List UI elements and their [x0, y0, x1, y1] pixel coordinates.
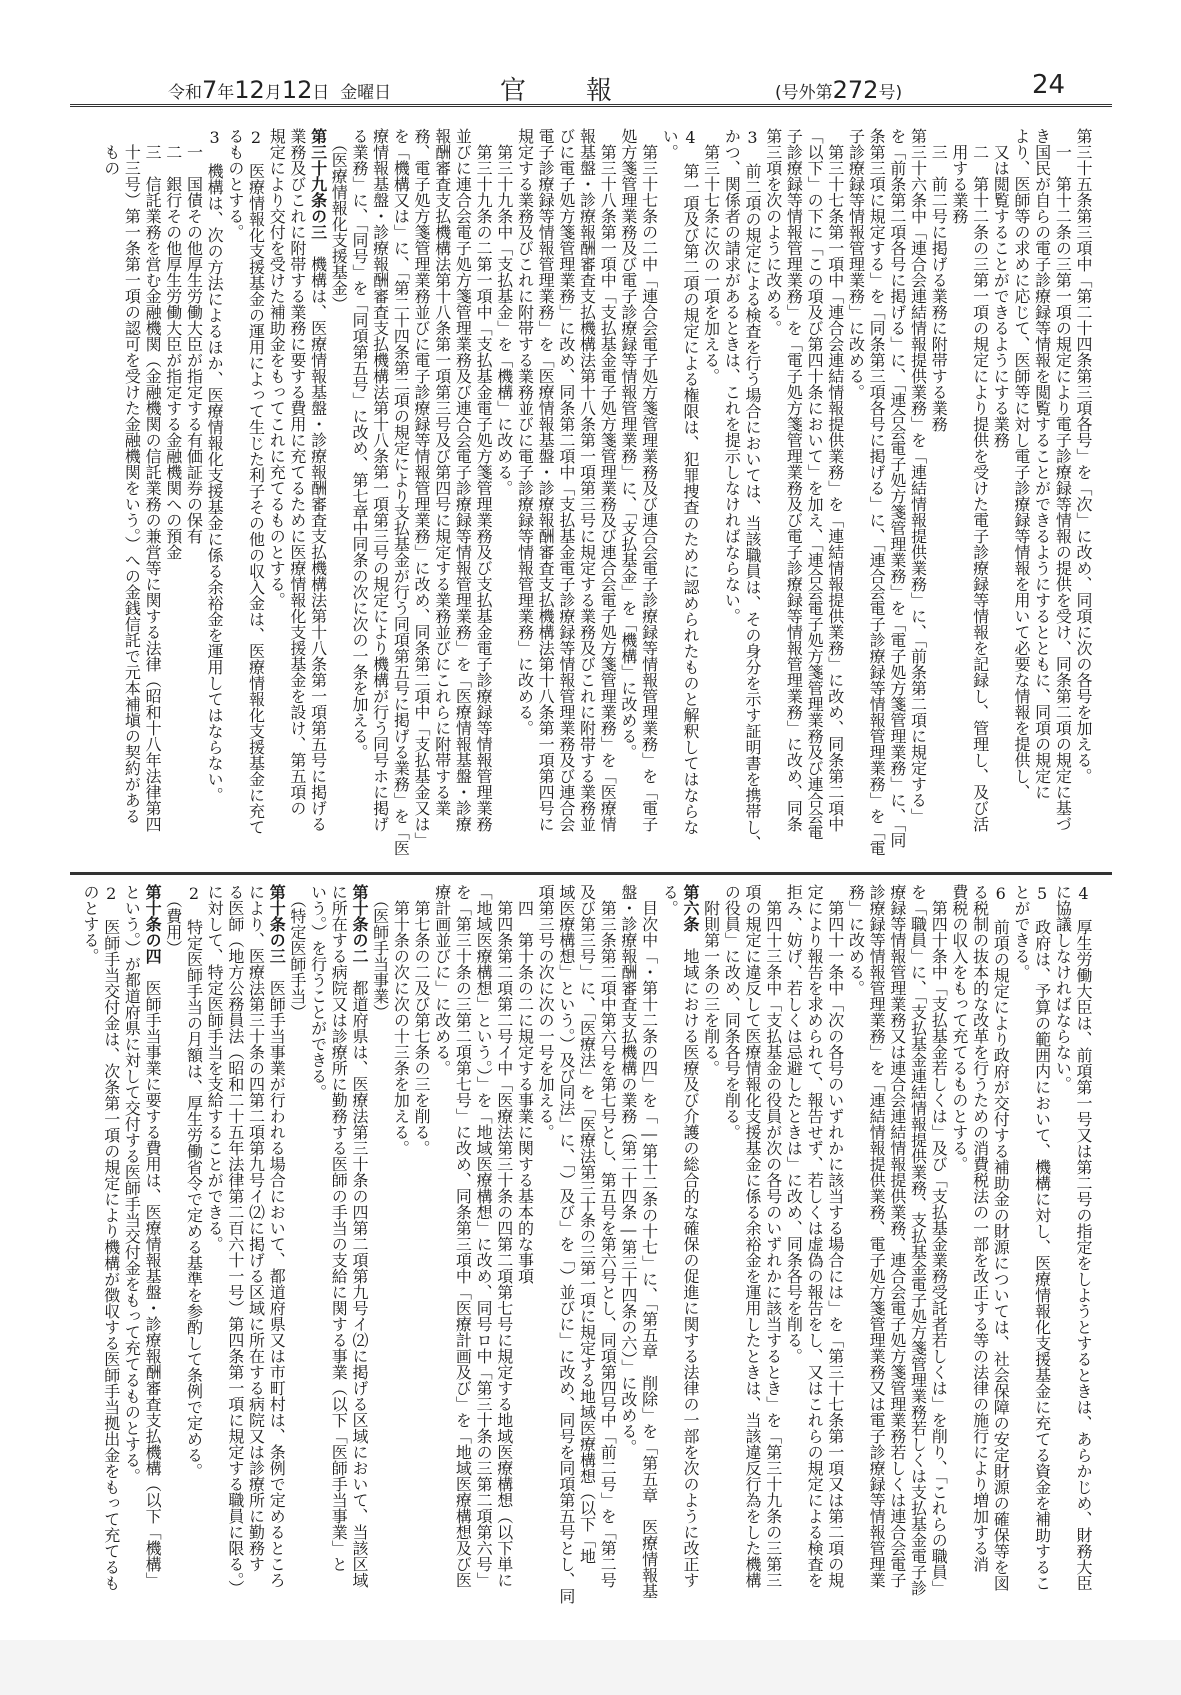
line-text: 療計画並びに」に改める。	[432, 884, 452, 1076]
line-text: 第三項を次のように改める。	[763, 128, 783, 336]
line-text: 第三十七条に次の一項を加える。	[701, 128, 721, 384]
issue-number-value: 272	[832, 76, 879, 104]
text-line	[286, 884, 307, 1629]
text-line	[638, 128, 659, 863]
text-line	[803, 884, 824, 1629]
line-text: 第三十五条第三項中「第二十四条第三項各号」を「次」に改め、同項に次の各号を加える。	[1074, 128, 1093, 784]
line-text: 第四十三条中「支払基金の役員が次の各号のいずれかに該当するとき」を「第三十九条の三第三	[763, 884, 783, 1588]
text-line	[886, 128, 907, 863]
text-line	[534, 128, 555, 863]
date-day: 12	[281, 76, 313, 104]
text-line	[266, 884, 287, 1629]
line-text: 「地域医療構想」という。）」を「地域医療構想」に改め、同号ロ中「第三十条の三第二項第六号」	[474, 884, 494, 1588]
line-text: 費税の収入をもって充てるものとする。	[949, 884, 969, 1172]
line-text: 第四十条中「支払基金若しくは」及び「支払基金業務受託者若しくは」を削り、「これらの職員」	[929, 884, 949, 1596]
text-line	[617, 884, 638, 1629]
line-text: る税制の抜本的な改革を行うための消費税法の一部を改正する等の法律の施行により増加する消	[970, 884, 990, 1572]
text-line	[865, 128, 886, 863]
line-text: る。	[660, 884, 680, 916]
line-text: 第三十六条中「連合会連結情報提供業務」を「連結情報提供業務」に、「前条第二項に規定する」	[908, 128, 928, 824]
line-text: 報基盤・診療報酬審査支払機構法第十八条第一項第三号に規定する業務及びこれに附帯する業務並	[577, 128, 597, 832]
text-line	[141, 128, 162, 863]
line-text: 拒み、妨げ、若しくは忌避したときは」に改め、同条各号を削る。	[784, 884, 804, 1364]
line-text: とができる。	[1011, 884, 1031, 980]
text-line	[886, 884, 907, 1629]
text-line	[597, 884, 618, 1629]
text-line	[224, 884, 245, 1629]
line-text: 6 前項の規定により政府が交付する補助金の財源については、社会保障の安定財源の確保等を図	[991, 884, 1011, 1591]
line-text: 療情報基盤・診療報酬審査支払機構法第十八条第一項第三号の規定により機構が行う同号ホに掲げ	[370, 128, 390, 832]
line-text: 処方箋管理業務及び電子診療録等情報管理業務」に、「支払基金」を「機構」に改める。	[618, 128, 638, 760]
text-line	[348, 128, 369, 863]
text-line	[617, 128, 638, 863]
text-line	[121, 128, 142, 863]
line-text: の役員」に改め、同条各号を削る。	[722, 884, 742, 1140]
text-line	[141, 884, 162, 1629]
text-line	[969, 884, 990, 1629]
text-line	[390, 128, 411, 863]
text-line	[162, 884, 183, 1629]
gazette-title: 官報	[500, 76, 673, 106]
line-text: いう。）を行うことができる。	[308, 884, 328, 1100]
line-text: 地域における医療及び介護の総合的な確保の促進に関する法律の一部を次のように改正す	[680, 932, 700, 1588]
text-line	[928, 884, 949, 1629]
text-line	[845, 128, 866, 863]
line-text: 子診療録等情報管理業務」を「電子処方箋管理業務及び電子診療録等情報管理業務」に改め、同条	[784, 128, 804, 832]
line-text: 又は閲覧することができるようにする業務	[991, 128, 1011, 448]
text-line	[534, 884, 555, 1629]
date-month: 12	[234, 76, 265, 104]
line-text: 目次中「・第十二条の四」を「―第十二条の十七」に、「第五章 削除」を「第五章 医療情報基	[639, 884, 659, 1599]
text-line	[1010, 128, 1031, 863]
text-line	[390, 884, 411, 1629]
line-text: びに電子処方箋管理業務」に改め、同条第二項中「支払基金電子診療録等情報管理業務及び連合会	[556, 128, 576, 832]
line-text: 第三十七条の二中「連合会電子処方箋管理業務及び連合会電子診療録等情報管理業務」を「電子	[639, 128, 659, 832]
line-text: 5 政府は、予算の範囲内において、機構に対し、医療情報化支援基金に充てる資金を補助するこ	[1032, 884, 1052, 1591]
line-text: に所在する病院又は診療所に勤務する医師の手当の支給に関する事業（以下「医師手当事業」と	[329, 884, 349, 1572]
line-text: 三 信託業務を営む金融機関（金融機関の信託業務の兼営等に関する法律（昭和十八年法律第四	[143, 128, 163, 832]
line-text: 4 第一項及び第二項の規定による権限は、犯罪捜査のために認められたものと解釈してはならな	[680, 128, 700, 835]
line-text: 規定により交付を受けた補助金をもってこれに充てるものとする。	[267, 128, 287, 608]
line-text: 3 機構は、次の方法によるほか、医療情報化支援基金に係る余裕金を運用してはならない。	[205, 128, 225, 803]
date-day-unit: 日	[312, 83, 330, 103]
date-weekday: 金曜日	[340, 83, 392, 103]
text-line	[1072, 884, 1093, 1629]
line-text: 診療録等情報管理業務」を「連結情報提供業務、電子処方箋管理業務又は電子診療録等情報管理業	[867, 884, 887, 1588]
line-text: 第四十一条中「次の各号のいずれかに該当する場合には」を「第三十七条第一項又は第二項の規	[825, 884, 845, 1588]
line-text: 機構は、医療情報基盤・診療報酬審査支払機構法第十八条第一項第五号に掲げる	[308, 240, 328, 832]
text-line	[348, 884, 369, 1629]
text-line	[1010, 884, 1031, 1629]
text-line	[803, 128, 824, 863]
article-heading: 第十条の四	[143, 884, 163, 964]
line-text: 2 医療情報化支援基金の運用によって生じた利子その他の収入金は、医療情報化支援基金に充て	[246, 128, 266, 835]
date-year-unit: 年	[217, 83, 235, 103]
line-text: 第三十八条第一項中「支払基金電子処方箋管理業務及び連合会電子処方箋管理業務」を「医療情	[598, 128, 618, 832]
line-text: 子診療録等情報管理業務」に改める。	[846, 128, 866, 400]
line-text: 医師手当事業が行われる場合において、都道府県又は市町村は、条例で定めるところ	[267, 964, 287, 1588]
text-line	[452, 128, 473, 863]
line-text: 都道府県は、医療法第三十条の四第二項第九号イ⑵に掲げる区域において、当該区域	[349, 964, 369, 1588]
line-text: 第三十七条第一項中「連合会連結情報提供業務」を「連結情報提供業務」に改め、同条第二項中	[825, 128, 845, 832]
text-line	[969, 128, 990, 863]
line-text: 項の規定に違反して医療情報化支援基金に係る余裕金を運用したときは、当該違反行為をした機構	[743, 884, 762, 1588]
issue-suffix: 号)	[878, 83, 903, 103]
text-line	[514, 128, 535, 863]
line-text: 盤・診療報酬審査支払機構の業務（第二十四条―第三十四条の六）」に改める。	[618, 884, 638, 1455]
line-text: に対して、特定医師手当を支給することができる。	[205, 884, 225, 1252]
text-line	[183, 884, 204, 1629]
line-text: （医療情報化支援基金）	[329, 128, 349, 312]
line-text: を「第三十条の三第二項第七号」に改め、同条第三項中「医療計画及び」を「地域医療構想及び医	[453, 884, 473, 1588]
text-line	[79, 884, 100, 1629]
text-line	[762, 128, 783, 863]
text-line	[162, 128, 183, 863]
line-text: 「以下」の下に「この項及び第四十条において」を加え、「連合会電子処方箋管理業務及び連合会電	[805, 128, 825, 840]
line-text: のとする。	[81, 884, 100, 964]
line-text: という。）が都道府県に対して交付する医師手当交付金をもって充てるものとする。	[122, 884, 142, 1484]
text-line	[369, 128, 390, 863]
text-line	[679, 884, 700, 1629]
text-line	[245, 128, 266, 863]
line-text: により、医療法第三十条の四第二項第九号イ⑵に掲げる区域に所在する病院又は診療所に勤務す	[246, 884, 266, 1572]
line-text: 電子診療録等情報管理業務」を「医療情報基盤・診療報酬審査支払機構法第十八条第一項第四号に	[536, 128, 556, 832]
text-line	[100, 884, 121, 1629]
page-number: 24	[1032, 70, 1066, 100]
line-text: 第十条の次に次の十三条を加える。	[391, 884, 411, 1156]
text-line	[762, 884, 783, 1629]
text-line	[307, 884, 328, 1629]
text-line	[286, 128, 307, 863]
text-line	[907, 128, 928, 863]
line-text: 第三十九条の二第一項中「支払基金電子処方箋管理業務及び支払基金電子診療録等情報管理業務	[474, 128, 494, 832]
text-line	[472, 128, 493, 863]
text-line	[721, 884, 742, 1629]
line-text: 定により報告を求められて、報告せず、若しくは虚偽の報告をし、又はこれらの規定による検査を	[805, 884, 825, 1588]
text-line	[576, 128, 597, 863]
line-text: 一 国債その他厚生労働大臣が指定する有価証券の保有	[184, 128, 204, 544]
text-line	[266, 128, 287, 863]
text-line	[431, 128, 452, 863]
text-line	[741, 884, 762, 1629]
text-line	[907, 884, 928, 1629]
line-text: 医師手当事業に要する費用は、医療情報基盤・診療報酬審査支払機構（以下「機構」	[143, 964, 163, 1588]
text-line	[410, 128, 431, 863]
text-line	[1052, 128, 1073, 863]
line-text: る業務」に、「同号」を「同項第五号」に改め、第七章中同条の次に次の一条を加える。	[349, 128, 369, 760]
text-line	[369, 884, 390, 1629]
text-line	[121, 884, 142, 1629]
line-text: 第四条第二項第二号イ中「医療法第三十条の四第二項第七号に規定する地域医療構想（以下単に	[494, 884, 514, 1588]
text-line	[576, 884, 597, 1629]
line-text: る医師（地方公務員法（昭和二十五年法律第二百六十一号）第四条第一項に規定する職員に限る。）	[225, 884, 245, 1596]
line-text: 第七条の二及び第七条の三を削る。	[412, 884, 431, 1156]
line-text: （費用）	[163, 884, 183, 956]
line-text: 療録等情報管理業務又は連合会連結情報提供業務、連合会電子処方箋管理業務若しくは連合会電子	[887, 884, 907, 1588]
line-text: もの	[101, 128, 121, 176]
text-line	[700, 128, 721, 863]
text-line	[555, 884, 576, 1629]
line-text: 規定する業務及びこれに附帯する業務並びに電子診療録等情報管理業務」に改める。	[515, 128, 535, 736]
line-text: （医師手当事業）	[370, 884, 390, 1020]
text-line	[638, 884, 659, 1629]
date-era: 令和	[168, 83, 202, 103]
header-divider	[70, 104, 1112, 107]
top-text-section	[100, 128, 1093, 863]
text-line	[1072, 128, 1093, 863]
line-text: 業務及びこれに附帯する業務に要する費用に充てるために医療情報化支援基金を設け、第五項の	[287, 128, 307, 816]
line-text: 2 特定医師手当の月額は、厚生労働省令で定める基準を参酌して条例で定める。	[184, 884, 204, 1479]
text-line	[928, 128, 949, 863]
bottom-text-section	[79, 884, 1093, 1629]
text-line	[721, 128, 742, 863]
text-line	[948, 128, 969, 863]
text-line	[328, 128, 349, 863]
line-text: 域医療構想」という。）及び同法」に、「）及び」を「）並びに」に改め、同号を同項第五号とし、同	[556, 884, 576, 1604]
text-line	[1052, 884, 1073, 1629]
text-line	[824, 884, 845, 1629]
text-line	[452, 884, 473, 1629]
line-text: 二 銀行その他厚生労働大臣が指定する金融機関への預金	[163, 128, 183, 560]
line-text: るものとする。	[225, 128, 245, 240]
article-heading: 第六条	[680, 884, 700, 932]
article-heading: 第十条の三	[267, 884, 287, 964]
line-text: を「職員」に、「支払基金連結情報提供業務、支払基金電子処方箋管理業務若しくは支払基金電子診	[908, 884, 928, 1596]
line-text: 第三条第二項中第六号を第七号とし、第五号を第六号とし、同項第四号中「前二号」を「第二号	[598, 884, 618, 1588]
line-text: 及び第三号」に、「医療法」を「医療法第三十条の三第一項に規定する地域医療構想（以下「地	[577, 884, 597, 1564]
issue-prefix: (号外第	[775, 83, 833, 103]
section-divider	[70, 872, 1112, 875]
line-text: 三 前二号に掲げる業務に附帯する業務	[929, 128, 949, 432]
line-text: 並びに連合会電子処方箋管理業務及び連合会電子診療録等情報管理業務」を「医療情報基盤・診療	[453, 128, 473, 832]
text-line	[1031, 884, 1052, 1629]
text-line	[597, 128, 618, 863]
date-month-unit: 月	[264, 83, 282, 103]
text-line	[659, 128, 680, 863]
line-text: 3 前二項の規定による検査を行う場合においては、当該職員は、その身分を示す証明書を携帯し、	[743, 128, 762, 851]
text-line	[555, 128, 576, 863]
line-text: を「前条第二項各号に掲げる」に、「連合会電子処方箋管理業務」を「電子処方箋管理業務」に、「同	[887, 128, 907, 848]
line-text: より、医師等の求めに応じて、医師等に対し電子診療録等情報を用いて必要な情報を提供し、	[1011, 128, 1031, 800]
line-text: 用する業務	[949, 128, 969, 224]
text-line	[183, 128, 204, 863]
text-line	[741, 128, 762, 863]
line-text: 4 厚生労働大臣は、前項第一号又は第二号の指定をしようとするときは、あらかじめ、財務大臣	[1074, 884, 1093, 1591]
text-line	[845, 884, 866, 1629]
text-line	[700, 884, 721, 1629]
line-text: 務」に改める。	[846, 884, 866, 996]
line-text: 一 第十二条の三第一項の規定により電子診療録等情報の提供を受け、同条第二項の規定に基づ	[1053, 128, 1073, 832]
line-text: 条第三項に規定する」を「同条第三項各号に掲げる」に、「連合会電子診療録等情報管理業務」を「電	[867, 128, 887, 856]
date-year: 7	[202, 76, 218, 104]
article-heading: 第十条の二	[349, 884, 369, 964]
line-text: い。	[660, 128, 680, 160]
line-text: を「機構又は」に、「第二十四条第二項の規定により支払基金が行う同項第五号に掲げる業務」を「医	[391, 128, 411, 856]
text-line	[307, 128, 328, 863]
line-text: 二 第十二条の三第一項の規定により提供を受けた電子診療録等情報を記録し、管理し、及び活	[970, 128, 990, 832]
text-line	[493, 128, 514, 863]
text-line	[783, 128, 804, 863]
line-text: 四 第十条の二に規定する事業に関する基本的な事項	[515, 884, 535, 1284]
line-text: 附則第一条の三を削る。	[701, 884, 721, 1076]
line-text: き国民が自らの電子診療録等情報を閲覧することができるようにするとともに、同項の規定に	[1032, 128, 1052, 800]
text-line	[948, 884, 969, 1629]
text-line	[328, 884, 349, 1629]
text-line	[1031, 128, 1052, 863]
text-line	[472, 884, 493, 1629]
text-line	[659, 884, 680, 1629]
line-text: 2 医師手当交付金は、次条第一項の規定により機構が徴収する医師手当拠出金をもって充てるも	[101, 884, 121, 1591]
text-line	[824, 128, 845, 863]
line-text: 十三号）第一条第一項の認可を受けた金融機関をいう。）への金銭信託で元本補塡の契約がある	[122, 128, 142, 824]
line-text: 務、電子処方箋管理業務並びに電子診療録等情報管理業務」に改め、同条第二項中「支払基金又は」	[412, 128, 431, 848]
line-text: 報酬審査支払機構法第十八条第一項第三号及び第四号に規定する業務並びにこれらに附帯する業	[432, 128, 452, 816]
text-line	[431, 884, 452, 1629]
article-heading: 第三十九条の三	[308, 128, 328, 240]
line-text: （特定医師手当）	[287, 884, 307, 1020]
text-line	[203, 128, 224, 863]
text-line	[100, 128, 121, 863]
text-line	[679, 128, 700, 863]
text-line	[865, 884, 886, 1629]
line-text: 項第三号の次に次の一号を加える。	[536, 884, 556, 1140]
line-text: 第三十九条中「支払基金」を「機構」に改める。	[494, 128, 514, 496]
text-line	[224, 128, 245, 863]
text-line	[783, 884, 804, 1629]
text-line	[990, 884, 1011, 1629]
line-text: かつ、関係者の請求があるときは、これを提示しなければならない。	[722, 128, 742, 624]
text-line	[493, 884, 514, 1629]
text-line	[514, 884, 535, 1629]
text-line	[203, 884, 224, 1629]
text-line	[245, 884, 266, 1629]
text-line	[410, 884, 431, 1629]
text-line	[990, 128, 1011, 863]
line-text: に協議しなければならない。	[1053, 884, 1073, 1092]
